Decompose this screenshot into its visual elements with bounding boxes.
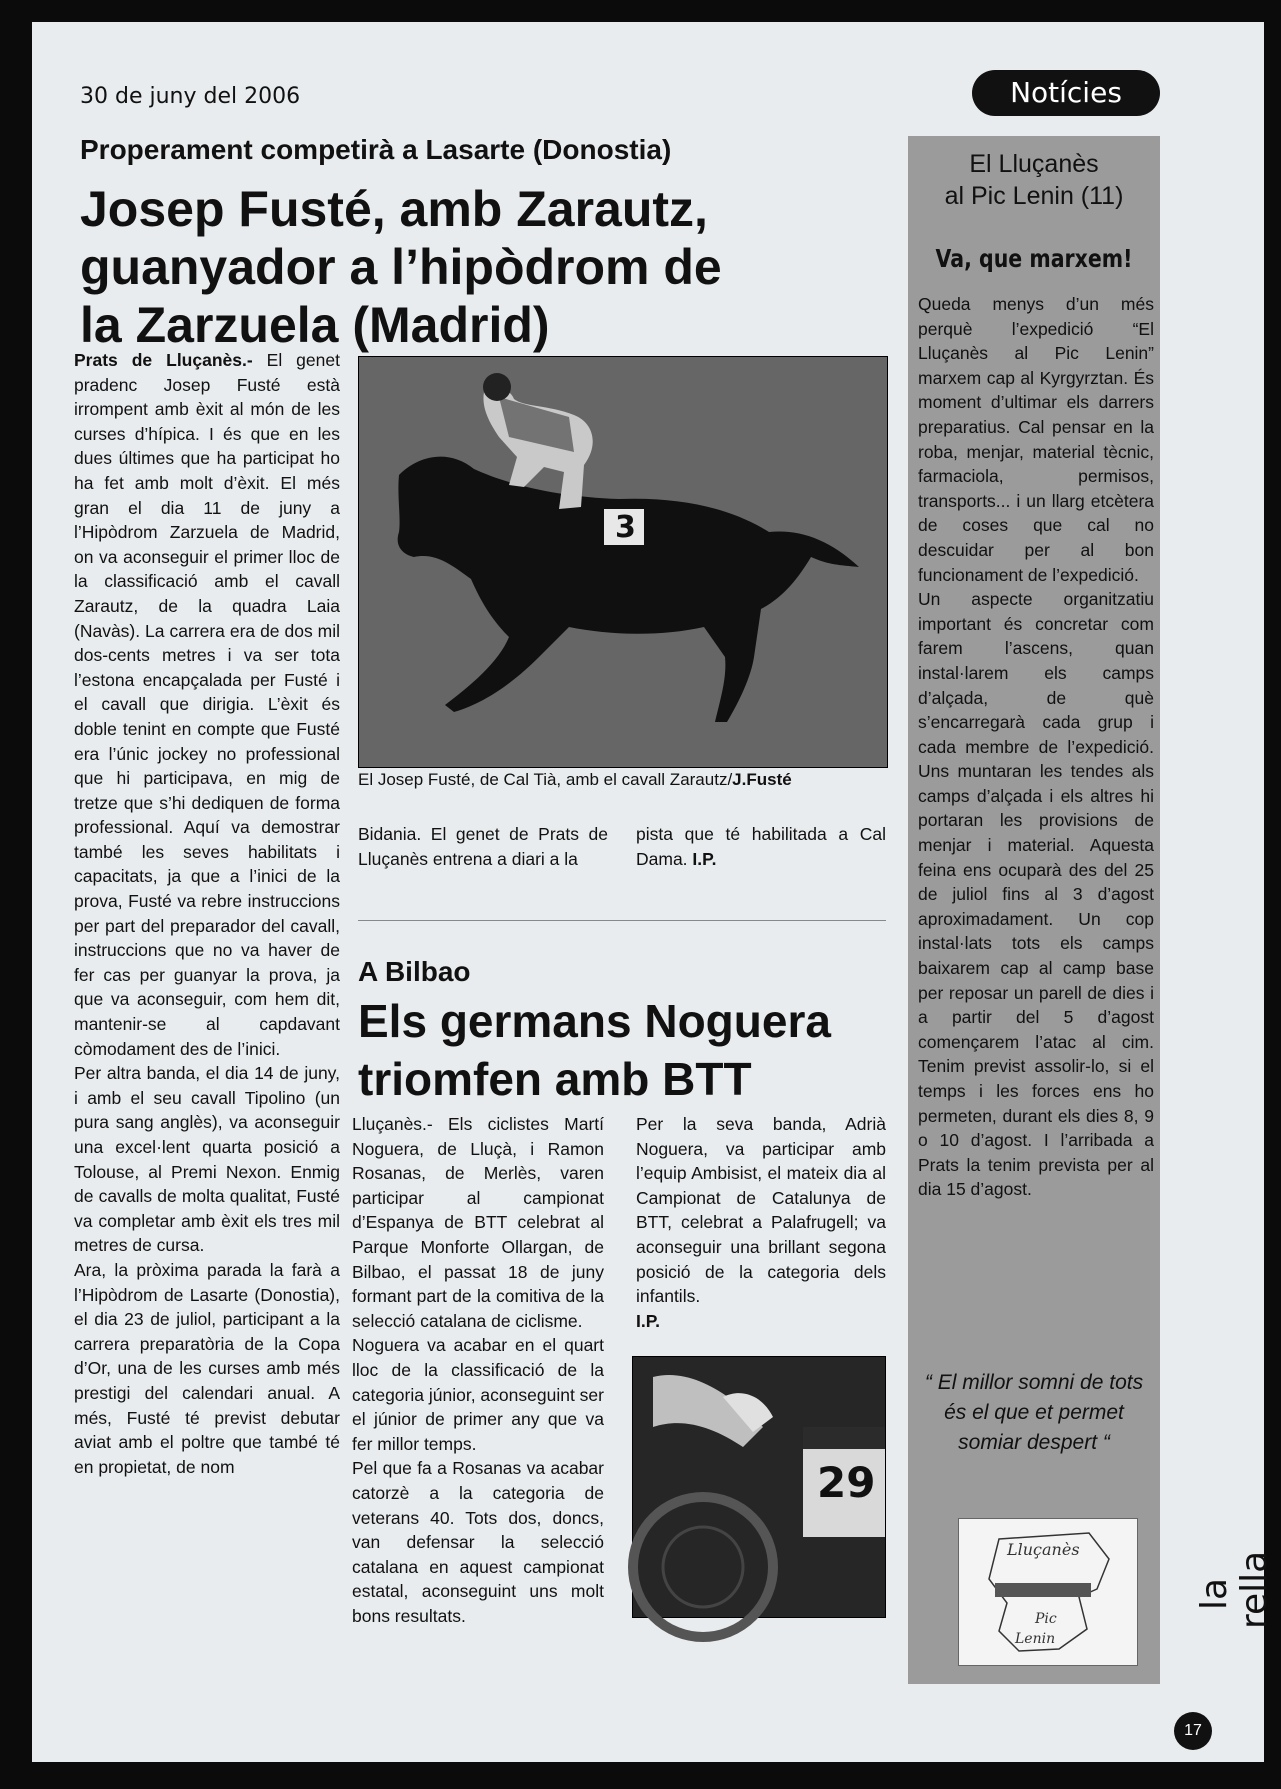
article-divider [358, 920, 886, 921]
article2-paragraph-2: Noguera va acabar en el quart lloc de la classificació de la categoria júnior, aconseguint ser el júnior de primer any que va fer millor temps. [352, 1335, 604, 1454]
cyclist-photo [632, 1356, 886, 1618]
caption-credit: J.Fusté [732, 770, 792, 789]
article1-continuation-b-text: pista que té habilitada a Cal Dama. [636, 824, 886, 869]
article1-paragraph-2: Per altra banda, el dia 14 de juny, i amb el seu cavall Tipolino (un pura sang anglès), va aconseguir una excel·lent quarta posició a Tolouse, al Premi Nexon. Enmig de cavalls de molta qualitat, Fusté va completar amb èxit els tres mil metres de cursa. [74, 1063, 340, 1256]
cyclist-illustration [633, 1357, 885, 1617]
sidebar-paragraph-2: Un aspecte organitzatiu important és concretar com farem l’ascens, quan instal·larem els camps d’alçada, de què s’encarregarà cada grup i cada membre de l’expedició. Uns muntaran les tendes als camps d’alçada i els altres hi portaran les provisions de menjar i material. Aquesta feina ens ocuparà des del 25 de juliol fins al 3 d’agost aproximadament. Un cop instal·lats tots els camps baixarem cap al camp base per reposar un parell de dies i a partir del 5 d’agost començarem l’atac al cim. Tenim previst assolir-lo, si el temps i les forces ens ho permeten, durant els dies 8, 9 o 10 d’agost. I l’arribada a Prats la tenim prevista per al dia 15 d’agost. [918, 589, 1154, 1200]
article2-headline: Els germans Noguera triomfen amb BTT [358, 995, 831, 1105]
photo-caption [358, 770, 886, 790]
issue-date: 30 de juny del 2006 [80, 84, 301, 109]
article2-column-a [352, 1112, 604, 1628]
article1-paragraph-3: Ara, la pròxima parada la farà a l’Hipòdrom de Lasarte (Donostia), el dia 23 de juliol, participant a la carrera preparatòria de la Copa d’Or, una de les curses amb més prestigi del calendari anual. A més, Fusté té previst debutar aviat amb el poltre que també té en propietat, de nom [74, 1259, 340, 1477]
expedition-map-logo [959, 1519, 1137, 1665]
article2-paragraph-3: Pel que fa a Rosanas va acabar catorzè a la categoria de veterans 40. Tots dos, doncs, van defensar la selecció catalana en aquest campionat estatal, aconseguint uns molt bons resultats. [352, 1458, 604, 1626]
race-bib-number: 29 [817, 1458, 876, 1507]
article1-kicker: Properament competirà a Lasarte (Donostia) [80, 134, 672, 165]
section-label: Notícies [972, 70, 1160, 116]
sidebar-body [918, 292, 1154, 1202]
svg-text:3: 3 [615, 510, 636, 545]
caption-text: El Josep Fusté, de Cal Tià, amb el cavall Zarautz/ [358, 770, 733, 789]
article1-continuation-a: Bidania. El genet de Prats de Lluçanès entrena a diari a la [358, 824, 608, 869]
article1-dateline: Prats de Lluçanès.- [74, 350, 253, 370]
logo-text-3: Lenin [1015, 1631, 1056, 1647]
sidebar-box [908, 136, 1160, 1684]
article1-paragraph-1-text: El genet pradenc Josep Fusté està irrompent amb èxit al món de les curses d’hípica. I és que en les dues últimes que ha participat ho ha fet amb molt d’èxit. El més gran el dia 11 de juny a l’Hipòdrom Zarzuela de Madrid, on va aconseguir el primer lloc de la classificació amb el cavall Zarautz, de la quadra Laia (Navàs). La carrera era de dos mil dos-cents metres i va ser tota l’estona encapçalada per Fusté i el cavall que dirigia. L’èxit és doble tenint en compte que Fusté era l’únic jockey no professional que hi participava, en mig de tretze que s’hi dediquen de forma professional. Aquí va demostrar també les seves habilitats i capacitats, ja que a l’inici de la prova, Fusté va rebre instruccions per part del preparador del cavall, instruccions que no va haver de fer cas per guanyar la prova, ja que va aconseguir, com hem dit, mantenir-se al capdavant còmodament des de l’inici. [74, 350, 340, 1059]
article1-headline: Josep Fusté, amb Zarautz, guanyador a l’hipòdrom de la Zarzuela (Madrid) [80, 181, 722, 353]
sidebar-quote: “ El millor somni de tots és el que et permet somiar despert “ [924, 1371, 1144, 1454]
expedition-logo [958, 1518, 1138, 1666]
logo-text-1: Lluçanès [1007, 1540, 1080, 1559]
sidebar-title-line-2: al Pic Lenin (11) [944, 182, 1124, 210]
publication-name: la rella [1194, 1550, 1275, 1629]
article1-signature: I.P. [692, 848, 717, 869]
article2-signature: I.P. [636, 1310, 661, 1331]
article2-kicker: A Bilbao [358, 956, 471, 987]
article1-continuation-b [636, 822, 886, 871]
article1-paragraph-1 [74, 348, 340, 1061]
article1-column [74, 348, 340, 1479]
logo-text-2: Pic [1035, 1611, 1057, 1627]
article2-paragraph-1: Lluçanès.- Els ciclistes Martí Noguera, de Lluçà, i Ramon Rosanas, de Merlès, varen participar al campionat d’Espanya de BTT celebrat al Parque Monforte Ollargan, de Bilbao, el passat 18 de juny formant part de la comitiva de la selecció catalana de ciclisme. [352, 1114, 604, 1331]
jockey-horse-photo [358, 356, 888, 768]
sidebar-title [908, 148, 1160, 212]
jockey-horse-illustration [359, 357, 887, 767]
article2-paragraph-4: Per la seva banda, Adrià Noguera, va participar amb l’equip Ambisist, el mateix dia al Campionat de Catalunya de BTT, celebrat a Palafrugell; va aconseguir una brillant segona posició de la categoria dels infantils. [636, 1114, 886, 1307]
newspaper-page [32, 22, 1275, 1762]
sidebar-title-line-1: El Lluçanès [969, 150, 1099, 178]
sidebar-paragraph-1: Queda menys d’un més perquè l’expedició “El Lluçanès al Pic Lenin” marxem cap al Kyrgyrztan. És moment d’ultimar els darrers preparatius. Cal pensar en la roba, menjar, material tècnic, farmaciola, permisos, transports... i un llarg etcètera de coses que cal no descuidar per al bon funcionament de l’expedició. [918, 294, 1154, 585]
sidebar-subtitle: Va, que marxem! [935, 244, 1133, 273]
page-number: 17 [1174, 1712, 1212, 1750]
article2-column-b [636, 1112, 886, 1333]
